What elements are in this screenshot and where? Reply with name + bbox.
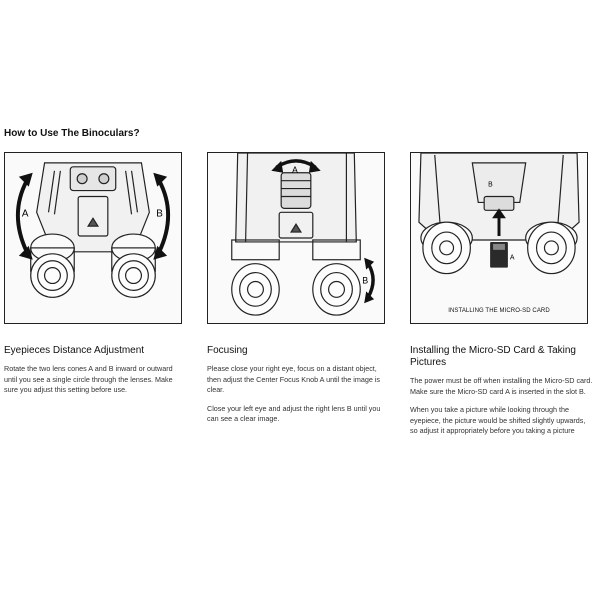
section-paragraph: Please close your right eye, focus on a distant object, then adjust the Center Focus Knob A until the image is clear. bbox=[207, 364, 381, 394]
label-a: A bbox=[509, 254, 515, 262]
section-paragraph: Rotate the two lens cones A and B inward or outward until you see a single circle through the lenses. Make sure you adjust this setting before use. bbox=[4, 364, 173, 394]
micro-sd-illustration bbox=[410, 152, 588, 324]
focusing-illustration bbox=[207, 152, 385, 324]
binoculars-top-view-drawing bbox=[5, 153, 181, 323]
section-micro-sd bbox=[410, 345, 594, 445]
binoculars-focus-drawing bbox=[208, 153, 384, 323]
micro-sd-caption: INSTALLING THE MICRO-SD CARD bbox=[448, 308, 550, 314]
page-title: How to Use The Binoculars? bbox=[4, 128, 140, 139]
label-b: B bbox=[488, 181, 493, 189]
label-a: A bbox=[21, 208, 29, 220]
label-b: B bbox=[362, 275, 369, 286]
section-eyepiece-distance bbox=[4, 345, 186, 404]
section-focusing bbox=[207, 345, 389, 433]
label-a: A bbox=[292, 164, 298, 175]
eyepiece-distance-illustration bbox=[4, 152, 182, 324]
section-paragraph: Close your left eye and adjust the right lens B until you can see a clear image. bbox=[207, 403, 381, 423]
section-heading: Focusing bbox=[207, 345, 248, 356]
binoculars-sd-slot-drawing bbox=[411, 153, 587, 323]
section-heading: Eyepieces Distance Adjustment bbox=[4, 345, 145, 356]
section-heading: Installing the Micro-SD Card & Taking Pictures bbox=[410, 345, 576, 368]
label-b: B bbox=[156, 208, 163, 220]
section-paragraph: When you take a picture while looking through the eyepiece, the picture would be shifted slightly upwards, so adjust it appropriately before you taking a picture bbox=[410, 405, 586, 435]
section-paragraph: The power must be off when installing the Micro-SD card. Make sure the Micro-SD card A is inserted in the slot B. bbox=[410, 376, 593, 396]
